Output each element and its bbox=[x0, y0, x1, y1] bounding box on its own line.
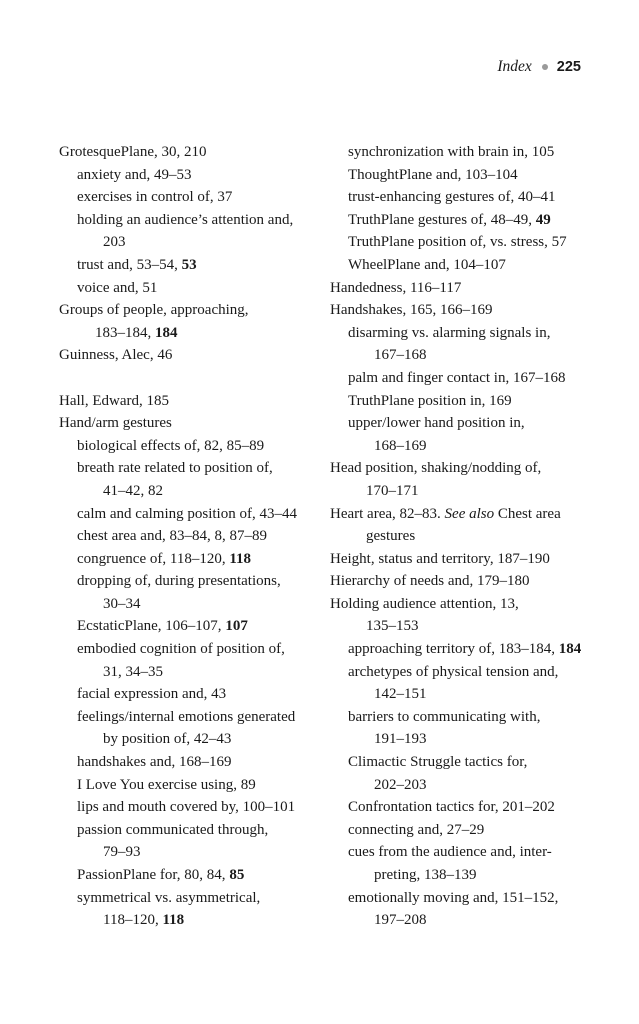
entry-text: 170–171 bbox=[366, 482, 419, 499]
entry-text: palm and finger contact in, 167–168 bbox=[348, 369, 566, 386]
index-subentry bbox=[330, 887, 585, 910]
entry-text: I Love You exercise using, 89 bbox=[77, 776, 256, 793]
index-subentry bbox=[59, 887, 309, 910]
index-subentry bbox=[59, 186, 309, 209]
entry-text: chest area and, 83–84, 8, 87–89 bbox=[77, 528, 267, 545]
index-subentry bbox=[59, 525, 309, 548]
entry-text: Holding audience attention, 13, bbox=[330, 595, 519, 612]
entry-text: Climactic Struggle tactics for, bbox=[348, 754, 528, 771]
entry-text: Hand/arm gestures bbox=[59, 415, 172, 432]
entry-text: TruthPlane position of, vs. stress, 57 bbox=[348, 234, 567, 251]
index-subentry bbox=[330, 412, 585, 435]
index-entry-continuation bbox=[330, 525, 585, 548]
index-entry bbox=[59, 390, 309, 413]
entry-text: ThoughtPlane and, 103–104 bbox=[348, 166, 518, 183]
entry-text: Hall, Edward, 185 bbox=[59, 392, 169, 409]
letter-group-gap bbox=[59, 367, 309, 390]
index-subentry bbox=[330, 796, 585, 819]
index-entry-continuation bbox=[59, 593, 309, 616]
index-entry-continuation bbox=[330, 728, 585, 751]
entry-text: voice and, 51 bbox=[77, 279, 158, 296]
index-subentry bbox=[330, 231, 585, 254]
index-entry-continuation bbox=[330, 864, 585, 887]
index-subentry bbox=[330, 661, 585, 684]
index-subentry bbox=[330, 209, 585, 232]
index-subentry bbox=[330, 390, 585, 413]
entry-text: dropping of, during presentations, bbox=[77, 573, 281, 590]
index-entry bbox=[330, 457, 585, 480]
entry-text: symmetrical vs. asymmetrical, bbox=[77, 889, 261, 906]
index-entry-continuation bbox=[330, 344, 585, 367]
entry-text: facial expression and, 43 bbox=[77, 686, 227, 703]
entry-text: Head position, shaking/nodding of, bbox=[330, 460, 542, 477]
index-entry-continuation bbox=[59, 909, 309, 932]
entry-text: emotionally moving and, 151–152, bbox=[348, 889, 559, 906]
index-subentry bbox=[59, 457, 309, 480]
index-entry-continuation bbox=[59, 231, 309, 254]
entry-text: feelings/internal emotions generated bbox=[77, 708, 296, 725]
index-subentry bbox=[330, 638, 585, 661]
entry-text: approaching territory of, 183–184, bbox=[348, 641, 559, 658]
illustration-page-ref: 107 bbox=[225, 618, 248, 635]
index-entry bbox=[330, 593, 585, 616]
entry-text: PassionPlane for, 80, 84, bbox=[77, 867, 230, 883]
index-entry bbox=[59, 141, 309, 164]
entry-text: calm and calming position of, 43–44 bbox=[77, 505, 297, 522]
entry-text: 142–151 bbox=[374, 686, 427, 703]
entry-text: 203 bbox=[103, 234, 126, 251]
index-subentry bbox=[59, 548, 309, 571]
index-entry-continuation bbox=[59, 322, 309, 345]
entry-text: 41–42, 82 bbox=[103, 482, 163, 499]
index-subentry bbox=[59, 164, 309, 187]
entry-text: Handedness, 116–117 bbox=[330, 279, 462, 296]
index-subentry bbox=[59, 683, 309, 706]
index-subentry bbox=[59, 277, 309, 300]
index-entry-continuation bbox=[330, 480, 585, 503]
index-subentry bbox=[59, 751, 309, 774]
entry-text: TruthPlane position in, 169 bbox=[348, 392, 512, 409]
entry-text: breath rate related to position of, bbox=[77, 460, 273, 477]
index-subentry bbox=[330, 819, 585, 842]
entry-text: archetypes of physical tension and, bbox=[348, 663, 559, 680]
index-subentry bbox=[330, 367, 585, 390]
bullet-separator-icon bbox=[542, 64, 548, 70]
index-subentry bbox=[59, 638, 309, 661]
index-subentry bbox=[59, 570, 309, 593]
index-subentry bbox=[59, 819, 309, 842]
index-subentry bbox=[330, 706, 585, 729]
entry-text: exercises in control of, 37 bbox=[77, 189, 233, 206]
entry-text: 79–93 bbox=[103, 844, 141, 861]
index-entry bbox=[59, 299, 309, 322]
entry-text: 30–34 bbox=[103, 595, 141, 612]
index-subentry bbox=[59, 435, 309, 458]
illustration-page-ref: 118 bbox=[162, 912, 185, 929]
entry-text: Heart area, 82–83. bbox=[330, 505, 445, 522]
index-subentry bbox=[59, 774, 309, 797]
entry-text: Confrontation tactics for, 201–202 bbox=[348, 799, 555, 816]
index-subentry bbox=[330, 751, 585, 774]
index-subentry bbox=[330, 164, 585, 187]
entry-text: synchronization with brain in, 105 bbox=[348, 144, 555, 160]
index-entry bbox=[59, 344, 309, 367]
index-entry bbox=[330, 570, 585, 593]
entry-text: Handshakes, 165, 166–169 bbox=[330, 302, 493, 319]
entry-text: 202–203 bbox=[374, 776, 427, 793]
index-subentry bbox=[330, 141, 585, 164]
illustration-page-ref: 49 bbox=[535, 211, 551, 228]
entry-text: 135–153 bbox=[366, 618, 419, 635]
index-subentry bbox=[59, 706, 309, 729]
index-entry bbox=[59, 412, 309, 435]
running-header bbox=[497, 57, 581, 77]
index-subentry bbox=[59, 796, 309, 819]
index-entry-continuation bbox=[59, 661, 309, 684]
entry-text: cues from the audience and, inter- bbox=[348, 844, 552, 861]
index-entry-continuation bbox=[330, 683, 585, 706]
entry-text: lips and mouth covered by, 100–101 bbox=[77, 799, 296, 816]
index-subentry bbox=[330, 186, 585, 209]
index-subentry bbox=[330, 322, 585, 345]
entry-text: trust-enhancing gestures of, 40–41 bbox=[348, 189, 556, 206]
index-subentry bbox=[330, 254, 585, 277]
entry-text: Groups of people, approaching, bbox=[59, 302, 249, 319]
entry-text: 168–169 bbox=[374, 437, 427, 454]
entry-text: 118–120, bbox=[103, 912, 163, 929]
illustration-page-ref: 184 bbox=[558, 641, 582, 658]
entry-text: TruthPlane gestures of, 48–49, bbox=[348, 211, 536, 228]
index-entry-continuation bbox=[330, 435, 585, 458]
index-entry-continuation bbox=[330, 774, 585, 797]
entry-text: 191–193 bbox=[374, 731, 427, 748]
illustration-page-ref: 85 bbox=[229, 867, 245, 883]
index-entry-continuation bbox=[59, 480, 309, 503]
index-entry-continuation bbox=[330, 909, 585, 932]
index-entry-continuation bbox=[330, 615, 585, 638]
entry-text-after: Chest area bbox=[494, 505, 561, 522]
entry-text: congruence of, 118–120, bbox=[77, 550, 230, 567]
entry-text: WheelPlane and, 104–107 bbox=[348, 256, 506, 273]
index-subentry bbox=[59, 503, 309, 526]
entry-text: Guinness, Alec, 46 bbox=[59, 347, 173, 364]
entry-text: holding an audience’s attention and, bbox=[77, 211, 294, 228]
entry-text: disarming vs. alarming signals in, bbox=[348, 324, 551, 341]
see-also-reference: See also bbox=[444, 505, 495, 522]
entry-text: gestures bbox=[366, 528, 416, 545]
entry-text: Hierarchy of needs and, 179–180 bbox=[330, 573, 530, 590]
entry-text: 31, 34–35 bbox=[103, 663, 163, 680]
page-number: 225 bbox=[556, 59, 581, 75]
entry-text: embodied cognition of position of, bbox=[77, 641, 285, 658]
entry-text: passion communicated through, bbox=[77, 821, 269, 838]
index-subentry bbox=[59, 615, 309, 638]
index-subentry bbox=[59, 254, 309, 277]
index-entry bbox=[330, 299, 585, 322]
entry-text: connecting and, 27–29 bbox=[348, 821, 485, 838]
index-entry-continuation bbox=[59, 728, 309, 751]
entry-text: GrotesquePlane, 30, 210 bbox=[59, 144, 207, 160]
index-subentry bbox=[59, 864, 309, 887]
index-subentry bbox=[59, 209, 309, 232]
entry-text: Height, status and territory, 187–190 bbox=[330, 550, 550, 567]
illustration-page-ref: 118 bbox=[229, 550, 252, 567]
entry-text: biological effects of, 82, 85–89 bbox=[77, 437, 265, 454]
entry-text: 167–168 bbox=[374, 347, 427, 364]
entry-text: upper/lower hand position in, bbox=[348, 415, 525, 432]
entry-text: preting, 138–139 bbox=[374, 867, 477, 883]
entry-text: trust and, 53–54, bbox=[77, 256, 182, 273]
index-column-right bbox=[330, 141, 585, 932]
illustration-page-ref: 184 bbox=[155, 324, 178, 341]
entry-text: 197–208 bbox=[374, 912, 427, 929]
entry-text: by position of, 42–43 bbox=[103, 731, 232, 748]
entry-text: EcstaticPlane, 106–107, bbox=[77, 618, 226, 635]
index-subentry bbox=[330, 841, 585, 864]
index-column-left bbox=[59, 141, 309, 932]
entry-text: handshakes and, 168–169 bbox=[77, 754, 232, 771]
index-entry-continuation bbox=[59, 841, 309, 864]
section-title: Index bbox=[497, 58, 532, 75]
entry-text: anxiety and, 49–53 bbox=[77, 166, 192, 183]
entry-text: barriers to communicating with, bbox=[348, 708, 541, 725]
index-entry bbox=[330, 548, 585, 571]
illustration-page-ref: 53 bbox=[181, 256, 197, 273]
entry-text: 183–184, bbox=[95, 324, 155, 341]
index-entry bbox=[330, 503, 585, 526]
index-entry bbox=[330, 277, 585, 300]
